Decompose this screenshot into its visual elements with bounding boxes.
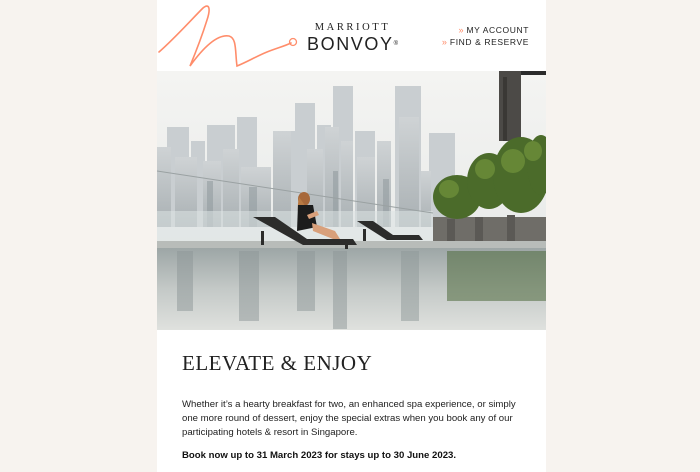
logo-line-bonvoy [307, 35, 398, 53]
body-paragraph: Whether it’s a hearty breakfast for two, an enhanced spa experience, or simply one more round of dessert, enjoy the special extras when you book any of our participating hotels & resort in Singapore. [182, 399, 516, 438]
double-chevron-right-icon: » [441, 37, 446, 47]
nav-link-label: MY ACCOUNT [466, 25, 529, 35]
double-chevron-right-icon: » [458, 25, 463, 35]
logo-line-marriott: MARRIOTT [314, 22, 391, 33]
nav-link-my-account[interactable] [442, 24, 529, 36]
header-nav [442, 24, 529, 48]
registered-mark: ® [393, 41, 399, 47]
email-content [182, 330, 527, 463]
decorative-swirl-icon [157, 0, 307, 71]
email-container [157, 0, 546, 472]
booking-window-text: Book now up to 31 March 2023 for stays up to 30 June 2023. [182, 450, 457, 461]
nav-link-find-reserve[interactable] [442, 36, 529, 48]
hero-image[interactable] [157, 71, 546, 330]
logo-bonvoy-text: BONVOY [307, 34, 394, 54]
email-header [157, 0, 546, 71]
marriott-bonvoy-logo[interactable] [307, 22, 398, 53]
headline: ELEVATE & ENJOY [182, 351, 373, 375]
nav-link-label: FIND & RESERVE [449, 37, 529, 47]
